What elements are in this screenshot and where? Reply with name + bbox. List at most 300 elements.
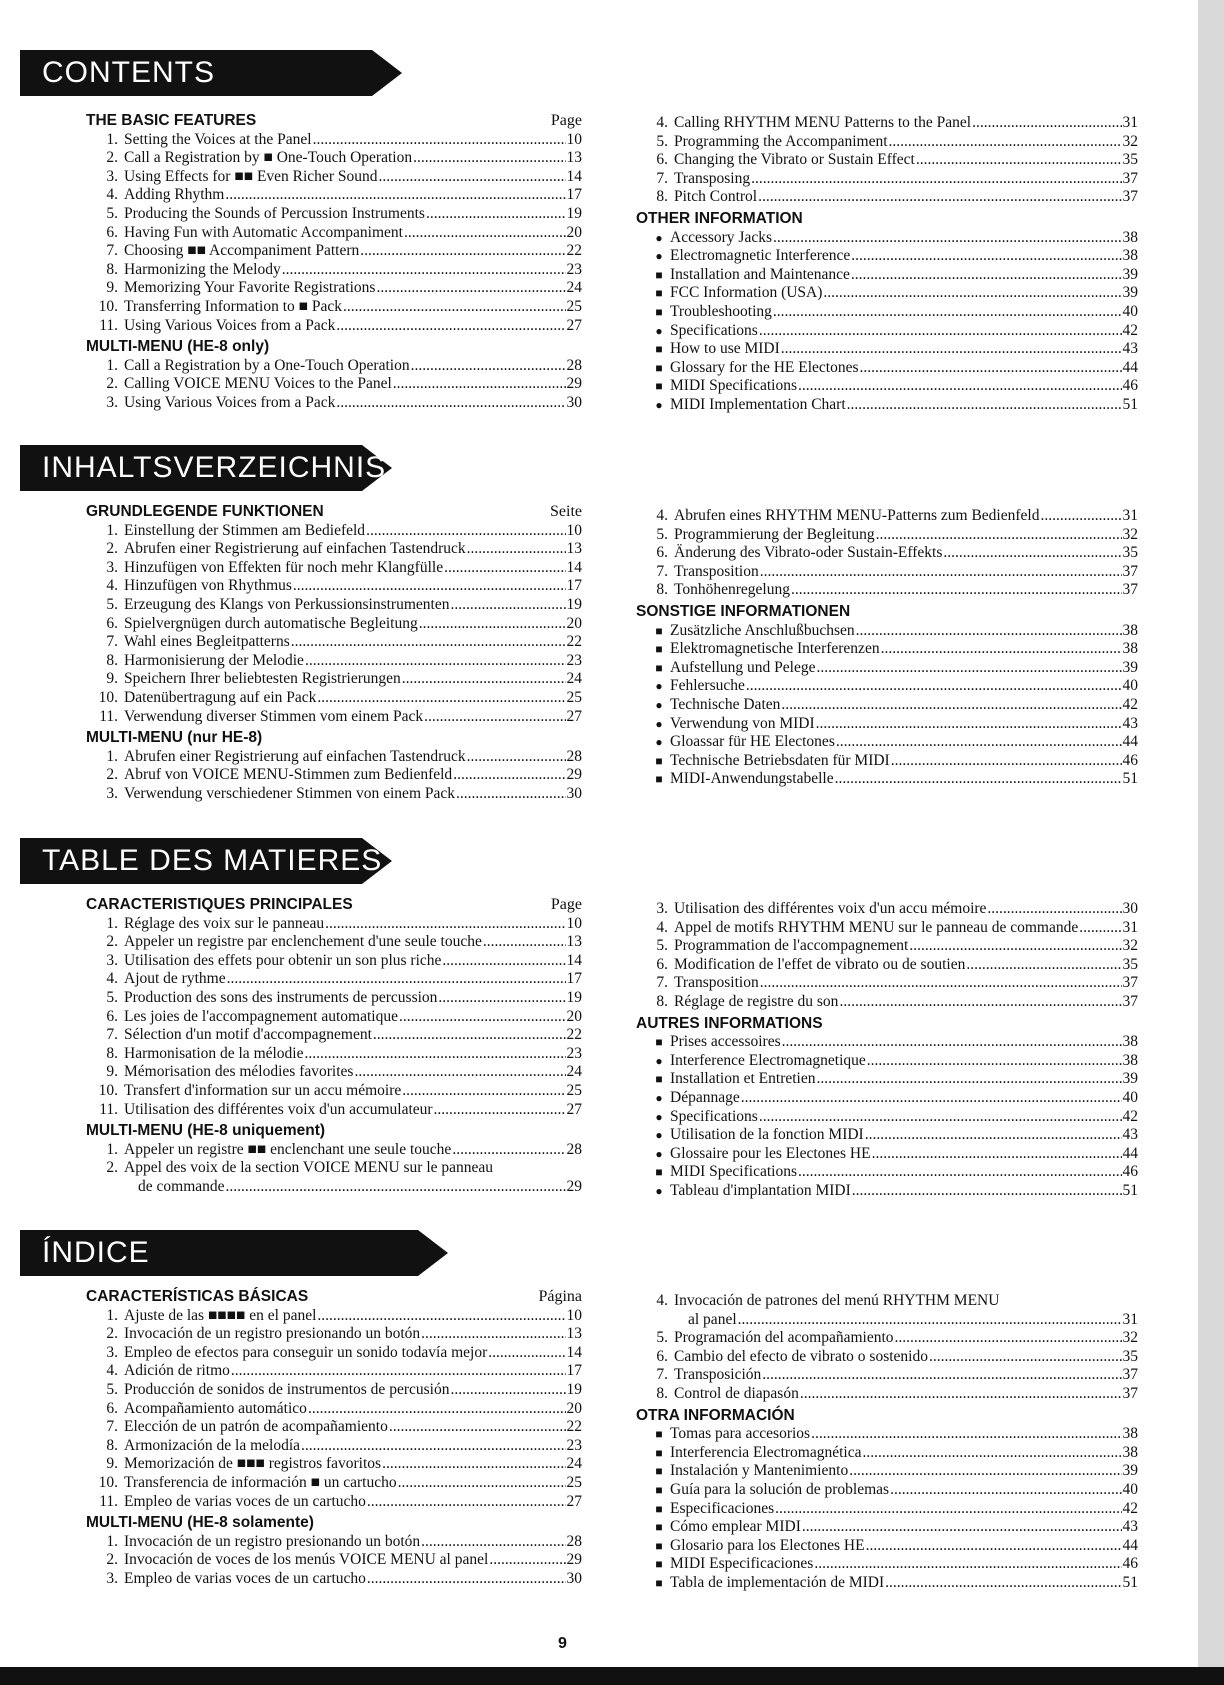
entry-title: Specifications (670, 321, 758, 339)
bullet-icon: ● (655, 397, 663, 412)
dot-leader (308, 1400, 566, 1419)
entry-number: 3. (106, 951, 118, 969)
dot-leader (398, 1474, 566, 1493)
entry-page-number: 35 (1122, 1347, 1138, 1365)
entry-title: Modification de l'effet de vibrato ou de soutien (674, 955, 966, 973)
entry-page-number: 30 (566, 784, 582, 802)
entry-number: 3. (656, 900, 668, 917)
entry-title: Programmierung der Begleitung (674, 525, 875, 543)
toc-entry-continuation (86, 1178, 582, 1197)
toc-entry (636, 677, 1138, 696)
entry-title: Having Fun with Automatic Accompaniment (124, 223, 403, 241)
entry-page-number: 39 (1122, 658, 1138, 676)
entry-title: Calling RHYTHM MENU Patterns to the Panel (674, 114, 972, 131)
column-heading: CARACTERÍSTICAS BÁSICAS (86, 1288, 309, 1305)
dot-leader (860, 359, 1122, 378)
page-column-label: Página (538, 1288, 582, 1305)
dot-leader (336, 394, 565, 413)
bullet-icon: ● (655, 1183, 663, 1198)
entry-title: Changing the Vibrato or Sustain Effect (674, 151, 915, 169)
column-heading-row (86, 896, 582, 915)
entry-page-number: 40 (1122, 1480, 1138, 1498)
dot-leader (382, 1455, 565, 1474)
bullet-icon: ■ (655, 286, 663, 301)
toc-entry (636, 1070, 1138, 1089)
bullet-icon: ■ (655, 1520, 663, 1535)
entry-title: MIDI Specifications (670, 377, 797, 395)
entry-number: 5. (106, 988, 118, 1006)
page-column-label: Seite (550, 503, 582, 520)
entry-title: Choosing ■■ Accompaniment Pattern (124, 242, 360, 260)
dot-leader (489, 1551, 565, 1570)
dot-leader (325, 915, 565, 934)
dot-leader (367, 1493, 566, 1512)
entry-title: Installation and Maintenance (670, 265, 850, 283)
entry-page-number: 46 (1122, 1163, 1138, 1181)
entry-page-number: 38 (1122, 640, 1138, 658)
entry-page-number: 29 (566, 1177, 582, 1195)
dot-leader (876, 526, 1122, 545)
toc-entry (86, 1400, 582, 1419)
toc-entry (636, 151, 1138, 170)
entry-number: 1. (106, 1532, 118, 1550)
bullet-icon: ■ (655, 1035, 663, 1050)
toc-entry (86, 652, 582, 671)
toc-entry (636, 1033, 1138, 1052)
toc-entry (636, 359, 1138, 378)
toc-entry (636, 544, 1138, 563)
entry-number: 1. (106, 356, 118, 374)
toc-entry (636, 696, 1138, 715)
entry-page-number: 24 (566, 670, 582, 688)
entry-page-number: 31 (1122, 1310, 1138, 1328)
entry-page-number: 19 (566, 595, 582, 613)
dot-leader (891, 752, 1122, 771)
entry-title: Empleo de varias voces de un cartucho (124, 1569, 366, 1587)
toc-entry (86, 952, 582, 971)
entry-title: Zusätzliche Anschlußbuchsen (670, 621, 855, 639)
entry-page-number: 30 (566, 393, 582, 411)
entry-title: Elektromagnetische Interferenzen (670, 640, 880, 658)
entry-page-number: 23 (566, 260, 582, 278)
entry-page-number: 30 (1122, 900, 1138, 917)
toc-entry (86, 131, 582, 150)
toc-entry (86, 242, 582, 261)
entry-title: Hinzufügen von Effekten für noch mehr Klangfülle (124, 558, 444, 576)
column-heading-row (86, 503, 582, 522)
entry-number: 4. (106, 186, 118, 204)
dot-leader (759, 322, 1122, 341)
toc-entry (636, 303, 1138, 322)
bullet-icon: ■ (655, 304, 663, 319)
entry-title: Technische Betriebsdaten für MIDI (670, 751, 890, 769)
entry-page-number: 39 (1122, 265, 1138, 283)
toc-entry (86, 540, 582, 559)
entry-title: Call a Registration by ■ One-Touch Operation (124, 149, 413, 167)
bullet-icon: ■ (655, 1464, 663, 1479)
entry-number: 1. (106, 1140, 118, 1158)
column-heading: THE BASIC FEATURES (86, 112, 257, 129)
dot-leader (452, 1141, 565, 1160)
dot-leader (966, 956, 1121, 975)
entry-number: 6. (656, 955, 668, 973)
entry-page-number: 38 (1122, 247, 1138, 265)
entry-page-number: 24 (566, 279, 582, 297)
bullet-icon: ■ (655, 342, 663, 357)
entry-title: Appel de motifs RHYTHM MENU sur le panneau de commande (674, 918, 1079, 936)
entry-page-number: 42 (1122, 1499, 1138, 1517)
dot-leader (759, 1108, 1122, 1127)
bullet-icon: ■ (655, 1557, 663, 1572)
entry-title: Accessory Jacks (670, 228, 773, 246)
entry-number: 9. (106, 1063, 118, 1081)
entry-title: Réglage des voix sur le panneau (124, 914, 325, 932)
entry-title: Especificaciones (670, 1499, 775, 1517)
page-column-label: Page (550, 112, 582, 129)
dot-leader (366, 522, 565, 541)
toc-entry (86, 1362, 582, 1381)
entry-title: MIDI Specifications (670, 1163, 797, 1181)
entry-number: 5. (656, 132, 668, 150)
dot-leader (889, 133, 1122, 152)
entry-title: Instalación y Mantenimiento (670, 1462, 849, 1480)
entry-number: 11. (99, 1100, 118, 1118)
entry-title: Tableau d'implantation MIDI (670, 1181, 851, 1199)
dot-leader (413, 149, 565, 168)
entry-page-number: 22 (566, 1418, 582, 1436)
entry-number: 7. (106, 633, 118, 651)
column-heading: CARACTERISTIQUES PRINCIPALES (86, 896, 353, 913)
entry-number: 5. (106, 595, 118, 613)
entry-page-number: 20 (566, 1007, 582, 1025)
section-title: TABLE DES MATIERES (42, 844, 383, 877)
dot-leader (816, 715, 1122, 734)
toc-column-left (86, 112, 582, 413)
entry-title: Invocación de un registro presionando un botón (124, 1532, 421, 1550)
bullet-icon: ■ (655, 753, 663, 768)
dot-leader (231, 1362, 566, 1381)
scan-edge-bottom (0, 1667, 1224, 1685)
toc-entry (86, 1307, 582, 1326)
entry-title: Réglage de registre du son (674, 992, 839, 1010)
dot-leader (781, 340, 1122, 359)
entry-page-number: 40 (1122, 677, 1138, 695)
entry-number: 9. (106, 670, 118, 688)
entry-title: Harmonisierung der Melodie (124, 651, 304, 669)
dot-leader (972, 114, 1121, 133)
entry-title: Einstellung der Stimmen am Bediefeld (124, 521, 366, 539)
toc-entry (86, 1082, 582, 1101)
toc-entry (636, 1348, 1138, 1367)
entry-title: Using Various Voices from a Pack (124, 393, 336, 411)
entry-title: Interferencia Electromagnética (670, 1443, 862, 1461)
toc-entry (636, 1366, 1138, 1385)
entry-page-number: 14 (566, 1343, 582, 1361)
entry-page-number: 10 (566, 1306, 582, 1324)
entry-number: 7. (656, 562, 668, 580)
entry-page-number: 10 (566, 521, 582, 539)
entry-title: Using Effects for ■■ Even Richer Sound (124, 167, 378, 185)
dot-leader (758, 188, 1121, 207)
entry-page-number: 17 (566, 186, 582, 204)
toc-entry (86, 522, 582, 541)
toc-entry (636, 919, 1138, 938)
entry-number: 2. (106, 1551, 118, 1569)
toc-entry (636, 1292, 1138, 1311)
toc-entry (636, 974, 1138, 993)
entry-page-number: 13 (566, 149, 582, 167)
toc-entry (86, 168, 582, 187)
entry-number: 5. (656, 1329, 668, 1347)
dot-leader (849, 1462, 1121, 1481)
entry-number: 3. (106, 1569, 118, 1587)
entry-page-number: 46 (1122, 377, 1138, 395)
toc-column-left (86, 896, 582, 1197)
entry-page-number: 38 (1122, 1033, 1138, 1051)
entry-page-number: 37 (1122, 581, 1138, 599)
entry-page-number: 14 (566, 558, 582, 576)
entry-page-number: 29 (566, 766, 582, 784)
toc-entry (86, 1381, 582, 1400)
toc-entry (86, 785, 582, 804)
sub-heading: AUTRES INFORMATIONS (636, 1014, 823, 1032)
entry-number: 2. (106, 1159, 118, 1177)
dot-leader (402, 1082, 565, 1101)
entry-title: Installation et Entretien (670, 1070, 816, 1088)
toc-entry (636, 396, 1138, 415)
entry-page-number: 40 (1122, 1088, 1138, 1106)
toc-column-left (86, 503, 582, 804)
entry-number: 9. (106, 1455, 118, 1473)
toc-entry (86, 596, 582, 615)
entry-number: 6. (106, 223, 118, 241)
entry-page-number: 32 (1122, 132, 1138, 150)
entry-title: Armonización de la melodía (124, 1436, 301, 1454)
dot-leader (872, 1145, 1122, 1164)
dot-leader (336, 317, 565, 336)
dot-leader (798, 377, 1122, 396)
bullet-icon: ● (655, 679, 663, 694)
page-number: 9 (558, 1635, 567, 1652)
toc-entry (636, 1574, 1138, 1593)
dot-leader (856, 622, 1122, 641)
dot-leader (442, 952, 565, 971)
entry-page-number: 44 (1122, 1536, 1138, 1554)
toc-entry (636, 247, 1138, 266)
entry-page-number: 40 (1122, 302, 1138, 320)
entry-page-number: 23 (566, 1436, 582, 1454)
entry-number: 3. (106, 167, 118, 185)
dot-leader (987, 900, 1121, 919)
toc-entry (86, 205, 582, 224)
entry-number: 3. (106, 784, 118, 802)
dot-leader (305, 1045, 566, 1064)
entry-number: 5. (656, 525, 668, 543)
toc-entry (86, 615, 582, 634)
toc-entry (636, 377, 1138, 396)
entry-number: 4. (656, 1292, 668, 1309)
entry-page-number: 30 (566, 1569, 582, 1587)
entry-title: Mémorisation des mélodies favorites (124, 1063, 354, 1081)
dot-leader (291, 633, 566, 652)
toc-entry (86, 559, 582, 578)
toc-entry (86, 375, 582, 394)
toc-column-right (636, 1292, 1138, 1593)
toc-entry (636, 640, 1138, 659)
toc-entry (86, 1533, 582, 1552)
entry-title: Programming the Accompaniment (674, 132, 888, 150)
entry-title: Transposing (674, 169, 751, 187)
entry-title: Datenübertragung auf ein Pack (124, 688, 317, 706)
toc-entry (636, 229, 1138, 248)
dot-leader (483, 933, 566, 952)
toc-entry (86, 1045, 582, 1064)
entry-page-number: 51 (1122, 1181, 1138, 1199)
entry-page-number: 51 (1122, 1573, 1138, 1591)
bullet-icon: ■ (655, 1427, 663, 1442)
entry-title: Fehlersuche (670, 677, 745, 695)
entry-number: 8. (106, 1044, 118, 1062)
entry-page-number: 25 (566, 688, 582, 706)
entry-title: Transposición (674, 1366, 762, 1384)
bullet-icon: ● (655, 1146, 663, 1161)
entry-title: Technische Daten (670, 695, 781, 713)
toc-entry (636, 956, 1138, 975)
toc-column-left (86, 1288, 582, 1589)
dot-leader (450, 1381, 565, 1400)
toc-entry (636, 1518, 1138, 1537)
entry-number: 4. (656, 918, 668, 936)
entry-number: 1. (106, 747, 118, 765)
entry-number: 4. (106, 970, 118, 988)
entry-title: Programación del acompañamiento (674, 1329, 894, 1347)
toc-entry (636, 1145, 1138, 1164)
toc-entry (636, 1108, 1138, 1127)
entry-page-number: 14 (566, 167, 582, 185)
toc-entry (86, 1551, 582, 1570)
toc-entry (636, 170, 1138, 189)
bullet-icon: ● (655, 323, 663, 338)
bullet-icon: ■ (655, 1165, 663, 1180)
entry-number: 5. (106, 1380, 118, 1398)
entry-title: Prises accessoires (670, 1033, 781, 1051)
entry-number: 3. (106, 1343, 118, 1361)
toc-entry (636, 1126, 1138, 1145)
toc-entry (86, 149, 582, 168)
entry-page-number: 22 (566, 633, 582, 651)
dot-leader (835, 770, 1122, 789)
dot-leader (421, 1533, 565, 1552)
toc-entry (636, 1425, 1138, 1444)
entry-number: 2. (106, 766, 118, 784)
entry-page-number: 32 (1122, 525, 1138, 543)
entry-page-number: 22 (566, 242, 582, 260)
entry-title: Glossary for the HE Electones (670, 358, 859, 376)
dot-leader (378, 168, 565, 187)
dot-leader (746, 677, 1122, 696)
entry-title: Specifications (670, 1107, 758, 1125)
dot-leader (393, 375, 566, 394)
dot-leader (225, 186, 565, 205)
toc-entry (636, 937, 1138, 956)
entry-title: Pitch Control (674, 188, 758, 206)
entry-number: 7. (656, 1366, 668, 1384)
sub-heading: MULTI-MENU (HE-8 uniquement) (86, 1122, 326, 1140)
entry-page-number: 13 (566, 1325, 582, 1343)
entry-title: Speichern Ihrer beliebtesten Registrierungen (124, 670, 401, 688)
entry-title: Empleo de varias voces de un cartucho (124, 1492, 366, 1510)
entry-title: Les joies de l'accompagnement automatique (124, 1007, 398, 1025)
toc-entry (86, 989, 582, 1008)
entry-title: Utilisation de la fonction MIDI (670, 1126, 864, 1144)
entry-number: 6. (656, 544, 668, 562)
entry-page-number: 25 (566, 1081, 582, 1099)
dot-leader (817, 659, 1122, 678)
entry-page-number: 20 (566, 1399, 582, 1417)
entry-number: 10. (98, 297, 118, 315)
entry-title: Invocación de patrones del menú RHYTHM MENU (674, 1292, 1000, 1309)
entry-number: 1. (106, 521, 118, 539)
entry-title: Using Various Voices from a Pack (124, 316, 336, 334)
entry-title: Adición de ritmo (124, 1362, 230, 1380)
bullet-icon: ■ (655, 1072, 663, 1087)
bullet-icon: ■ (655, 660, 663, 675)
entry-page-number: 32 (1122, 1329, 1138, 1347)
toc-entry (636, 266, 1138, 285)
entry-number: 7. (106, 242, 118, 260)
entry-page-number: 28 (566, 747, 582, 765)
bullet-icon: ■ (655, 772, 663, 787)
entry-title: Guía para la solución de problemas (670, 1480, 890, 1498)
entry-title: Abruf von VOICE MENU-Stimmen zum Bedienfeld (124, 766, 453, 784)
entry-number: 6. (106, 1399, 118, 1417)
dot-leader (444, 559, 565, 578)
toc-entry (636, 1089, 1138, 1108)
sub-heading: MULTI-MENU (HE-8 solamente) (86, 1514, 314, 1532)
entry-page-number: 37 (1122, 562, 1138, 580)
dot-leader (866, 1537, 1122, 1556)
dot-leader (852, 1182, 1122, 1201)
toc-entry (86, 279, 582, 298)
entry-number: 6. (106, 1007, 118, 1025)
entry-number: 3. (106, 393, 118, 411)
entry-page-number: 19 (566, 204, 582, 222)
sub-heading: OTHER INFORMATION (636, 209, 803, 227)
entry-title: Verwendung von MIDI (670, 714, 815, 732)
entry-number: 8. (106, 651, 118, 669)
dot-leader (781, 696, 1121, 715)
toc-entry (636, 1385, 1138, 1404)
dot-leader (762, 1366, 1121, 1385)
toc-entry (636, 993, 1138, 1012)
entry-page-number: 20 (566, 614, 582, 632)
entry-number: 11. (99, 316, 118, 334)
entry-page-number: 38 (1122, 1425, 1138, 1443)
entry-title: Appel des voix de la section VOICE MENU sur le panneau (124, 1159, 494, 1177)
bullet-icon: ■ (655, 1575, 663, 1590)
entry-title: Memorización de ■■■ registros favoritos (124, 1455, 382, 1473)
toc-entry (636, 622, 1138, 641)
entry-number: 10. (98, 1081, 118, 1099)
entry-number: 2. (106, 1325, 118, 1343)
entry-page-number: 23 (566, 651, 582, 669)
bullet-icon: ● (655, 1109, 663, 1124)
entry-number: 7. (106, 1026, 118, 1044)
toc-entry (636, 563, 1138, 582)
column-heading: GRUNDLEGENDE FUNKTIONEN (86, 503, 324, 520)
dot-leader (317, 689, 565, 708)
toc-entry (636, 733, 1138, 752)
